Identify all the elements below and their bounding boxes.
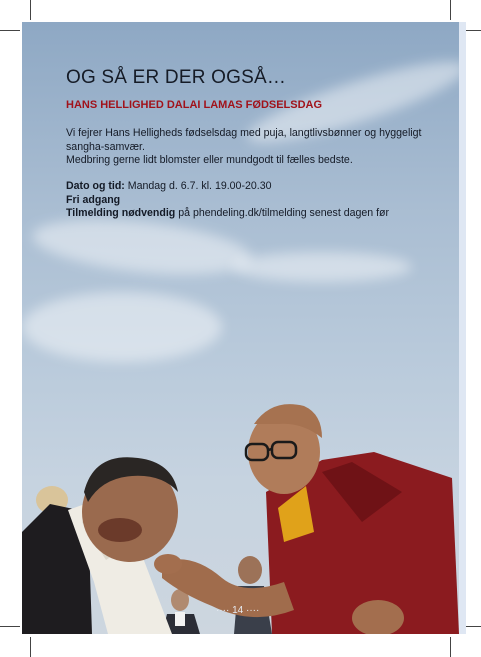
- crop-mark: [450, 637, 451, 657]
- cloud: [30, 211, 254, 284]
- crop-mark: [30, 0, 31, 20]
- background-man-collar: [175, 612, 185, 626]
- cloud: [232, 252, 412, 282]
- event-info: [66, 180, 389, 221]
- page-title: OG SÅ ER DER OGSÅ…: [66, 67, 287, 88]
- crop-mark: [0, 30, 20, 31]
- crop-mark: [450, 0, 451, 20]
- crop-mark: [30, 637, 31, 657]
- admission-label: Fri adgang: [66, 193, 121, 206]
- event-note: Medbring gerne lidt blomster eller mundgodt til fælles bedste.: [66, 154, 353, 166]
- crop-mark: [0, 626, 20, 627]
- registration-value: på phendeling.dk/tilmelding senest dagen før: [175, 207, 390, 219]
- event-description: Vi fejrer Hans Helligheds fødselsdag med puja, langtlivsbønner og hyggeligt sangha-samvær.: [66, 127, 422, 153]
- registration-label: Tilmelding nødvendig: [66, 207, 176, 219]
- datetime-label: Dato og tid:: [66, 180, 125, 192]
- background-man-2-head: [238, 556, 262, 584]
- page-number: ···· 14 ····: [216, 605, 260, 616]
- page-edge: [459, 22, 466, 634]
- registration-line: [66, 207, 389, 221]
- datetime-value: Mandag d. 6.7. kl. 19.00-20.30: [124, 180, 272, 192]
- event-subheading: HANS HELLIGHED DALAI LAMAS FØDSELSDAG: [66, 99, 323, 111]
- photo-illustration: [22, 382, 459, 634]
- cloud: [22, 292, 222, 362]
- admission-line: [66, 194, 389, 208]
- datetime-line: [66, 180, 389, 194]
- hand: [154, 554, 182, 574]
- flyer-page: [22, 22, 459, 634]
